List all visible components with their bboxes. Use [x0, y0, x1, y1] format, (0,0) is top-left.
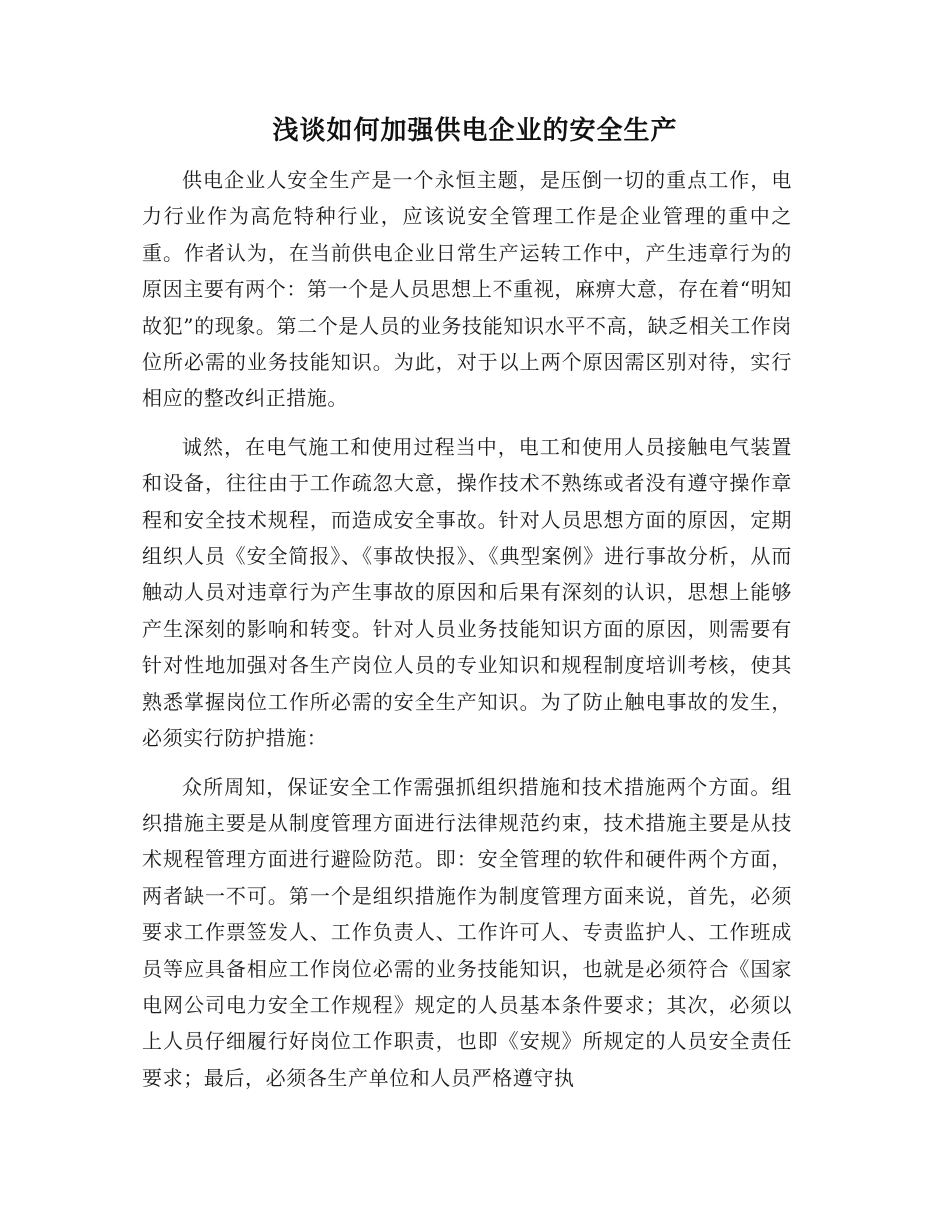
paragraph-2: 诚然，在电气施工和使用过程当中，电工和使用人员接触电气装置和设备，往往由于工作疏忽大意，操作技术不熟练或者没有遵守操作章程和安全技术规程，而造成安全事故。针对人员思想方面的原因，定期组织人员《安全简报》、《事故快报》、《典型案例》进行事故分析，从而触动人员对违章行为产生事故的原因和后果有深刻的认识，思想上能够产生深刻的影响和转变。针对人员业务技能知识方面的原因，则需要有针对性地加强对各生产岗位人员的专业知识和规程制度培训考核，使其熟悉掌握岗位工作所必需的安全生产知识。为了防止触电事故的发生，必须实行防护措施：	[142, 434, 792, 751]
paragraph-1: 供电企业人安全生产是一个永恒主题，是压倒一切的重点工作，电力行业作为高危特种行业，应该说安全管理工作是企业管理的重中之重。作者认为，在当前供电企业日常生产运转工作中，产生违章行为的原因主要有两个：第一个是人员思想上不重视，麻痹大意，存在着“明知故犯”的现象。第二个是人员的业务技能知识水平不高，缺乏相关工作岗位所必需的业务技能知识。为此，对于以上两个原因需区别对待，实行相应的整改纠正措施。	[142, 168, 792, 411]
document-title: 浅谈如何加强供电企业的安全生产	[272, 116, 678, 146]
paragraph-3: 众所周知，保证安全工作需强抓组织措施和技术措施两个方面。组织措施主要是从制度管理方面进行法律规范约束，技术措施主要是从技术规程管理方面进行避险防范。即：安全管理的软件和硬件两个方面，两者缺一不可。第一个是组织措施作为制度管理方面来说，首先，必须要求工作票签发人、工作负责人、工作许可人、专责监护人、工作班成员等应具备相应工作岗位必需的业务技能知识，也就是必须符合《国家电网公司电力安全工作规程》规定的人员基本条件要求；其次，必须以上人员仔细履行好岗位工作职责，也即《安规》所规定的人员安全责任要求；最后，必须各生产单位和人员严格遵守执	[142, 774, 792, 1090]
document-body	[142, 162, 792, 1108]
